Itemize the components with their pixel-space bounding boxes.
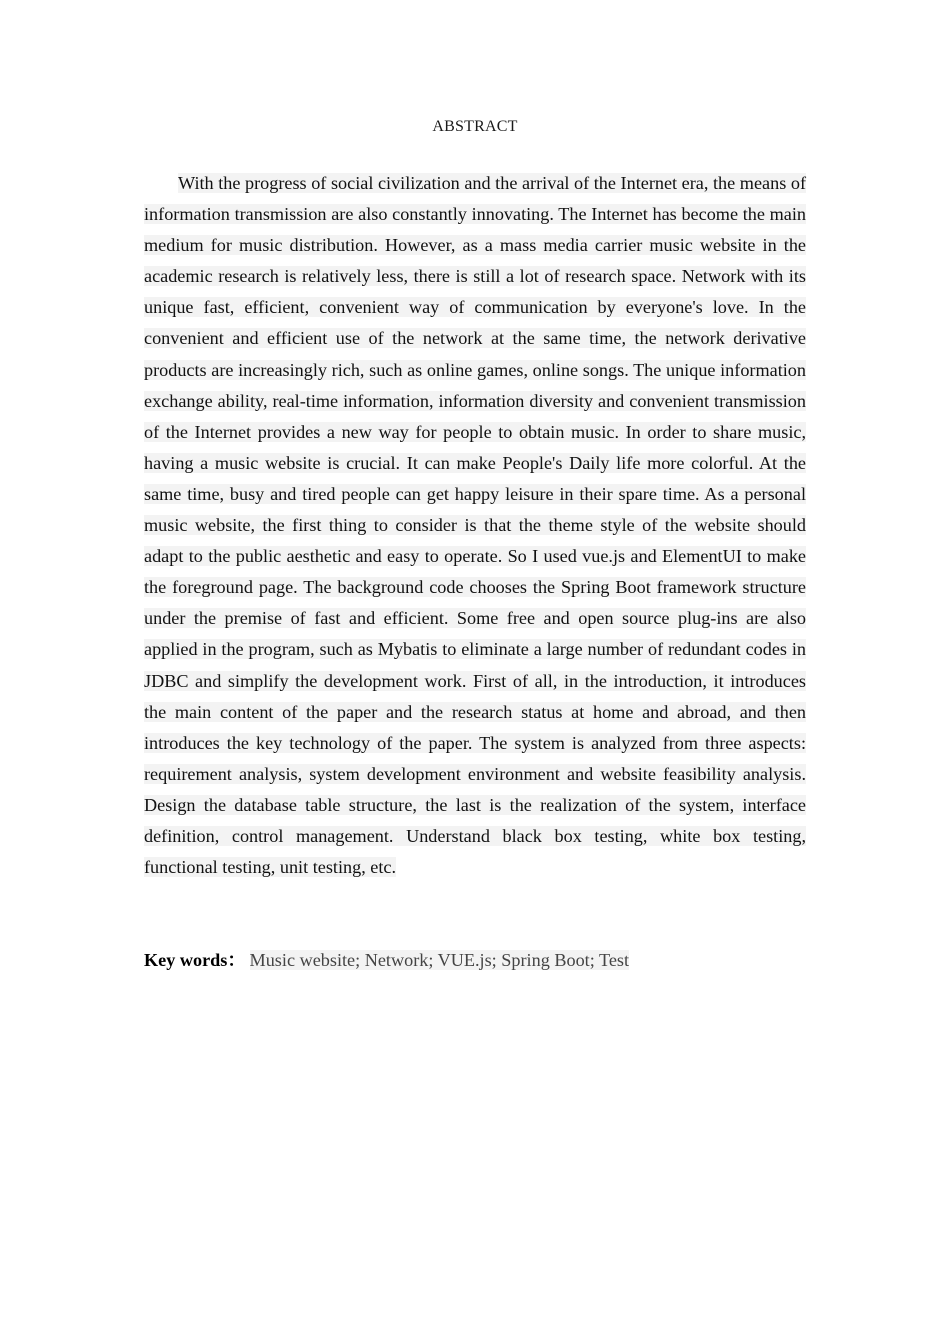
keywords-value: Music website; Network; VUE.js; Spring Boot; Test bbox=[249, 950, 630, 970]
keywords-line bbox=[144, 945, 806, 976]
abstract-heading: ABSTRACT bbox=[432, 118, 518, 135]
keywords-label: Key words： bbox=[144, 950, 246, 970]
abstract-text: With the progress of social civilization and the arrival of the Internet era, the means of information transmission are also constantly innovating. The Internet has become the main medium for music distribution. However, as a mass media carrier music website in the academic research is relatively less, there is still a lot of research space. Network with its unique fast, efficient, convenient way of communication by everyone's love. In the convenient and efficient use of the network at the same time, the network derivative products are increasingly rich, such as online games, online songs. The unique information exchange ability, real-time information, information diversity and convenient transmission of the Internet provides a new way for people to obtain music. In order to share music, having a music website is crucial. It can make People's Daily life more colorful. At the same time, busy and tired people can get happy leisure in their spare time. As a personal music website, the first thing to consider is that the theme style of the website should adapt to the public aesthetic and easy to operate. So I used vue.js and ElementUI to make the foreground page. The background code chooses the Spring Boot framework structure under the premise of fast and efficient. Some free and open source plug-ins are also applied in the program, such as Mybatis to eliminate a large number of redundant codes in JDBC and simplify the development work. First of all, in the introduction, it introduces the main content of the paper and the research status at home and abroad, and then introduces the key technology of the paper. The system is analyzed from three aspects: requirement analysis, system development environment and website feasibility analysis. Design the database table structure, the last is the realization of the system, interface definition, control management. Understand black box testing, white box testing, functional testing, unit testing, etc. bbox=[144, 173, 806, 878]
abstract-paragraph bbox=[144, 168, 806, 883]
